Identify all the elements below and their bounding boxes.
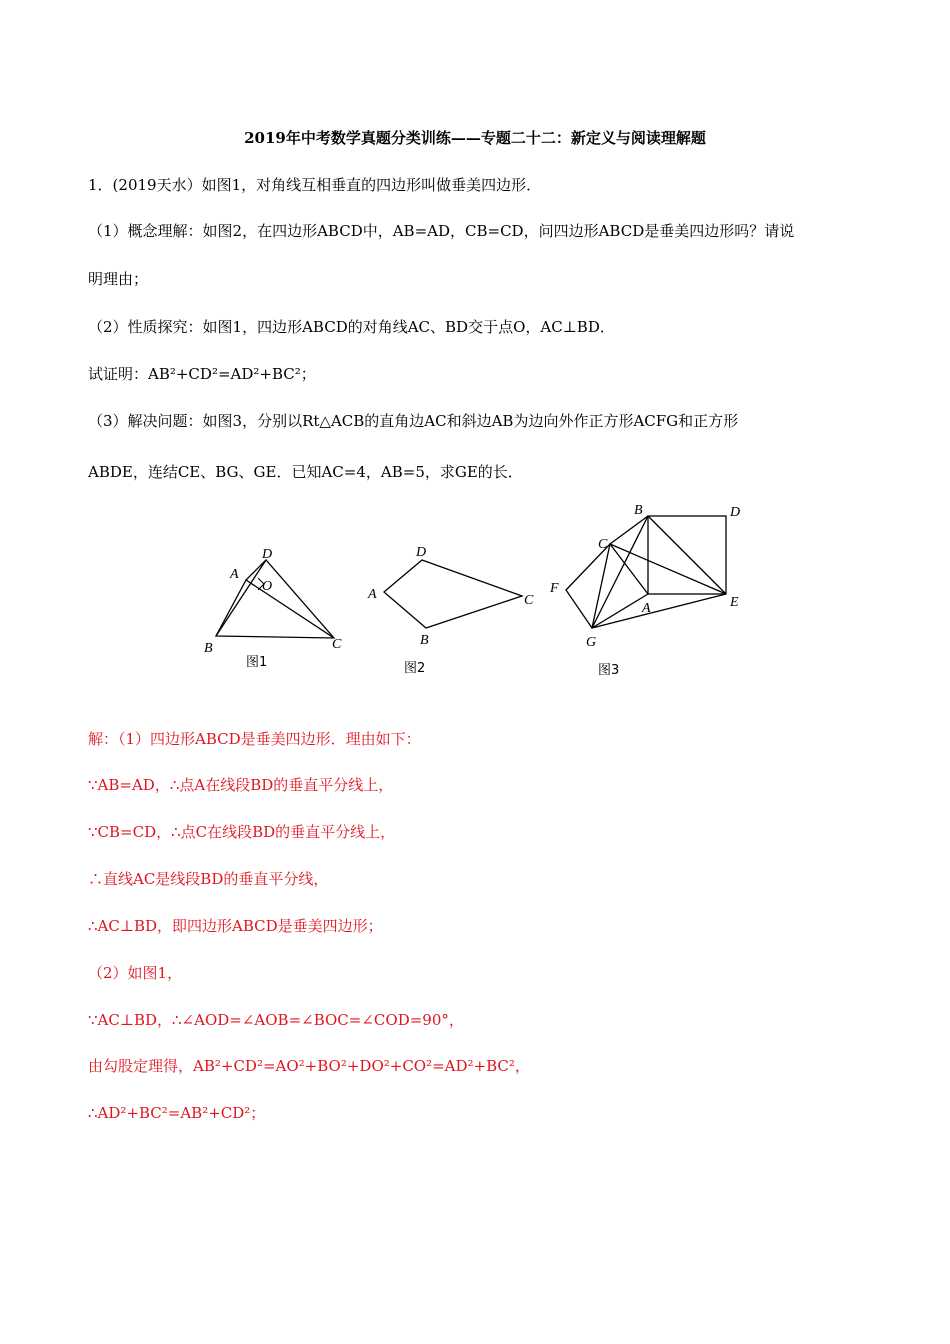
problem-intro: 1．(2019天水）如图1，对角线互相垂直的四边形叫做垂美四边形． [88, 176, 542, 194]
fig3-label-b: B [634, 503, 643, 518]
fig2-label-b: B [420, 633, 429, 648]
solution-line-9: ∴AD²+BC²=AB²+CD²； [88, 1104, 266, 1122]
solution-line-2: ∵AB=AD，∴点A在线段BD的垂直平分线上， [88, 776, 394, 794]
fig2-caption: 图2 [404, 661, 426, 676]
fig1-label-c: C [332, 637, 342, 652]
figures-svg [190, 496, 770, 686]
problem-part3-line1: （3）解决问题：如图3，分别以Rt△ACB的直角边AC和斜边AB为边向外作正方形ACFG和正方形 [88, 412, 739, 430]
page-title: 2019年中考数学真题分类训练——专题二十二：新定义与阅读理解题 [244, 129, 706, 147]
fig1-caption: 图1 [246, 655, 268, 670]
fig1-label-o: O [262, 579, 273, 594]
solution-line-3: ∵CB=CD，∴点C在线段BD的垂直平分线上， [88, 823, 396, 841]
fig3-label-d: D [730, 505, 741, 520]
solution-line-4: ∴直线AC是线段BD的垂直平分线， [88, 870, 329, 888]
fig3-caption: 图3 [598, 663, 620, 678]
fig3-label-a: A [642, 601, 651, 616]
fig3-label-f: F [550, 581, 559, 596]
fig1-label-d: D [262, 547, 273, 562]
figures-area [190, 496, 770, 686]
fig1-label-b: B [204, 641, 213, 656]
solution-line-7: ∵AC⊥BD，∴∠AOD=∠AOB=∠BOC=∠COD=90°， [88, 1011, 464, 1029]
problem-part1-line2: 明理由； [88, 270, 149, 288]
fig3-label-g: G [586, 635, 597, 650]
fig3-label-e: E [730, 595, 739, 610]
fig2-label-d: D [416, 545, 427, 560]
fig2-label-a: A [368, 587, 377, 602]
fig2-label-c: C [524, 593, 534, 608]
problem-part2-line1: （2）性质探究：如图1，四边形ABCD的对角线AC、BD交于点O，AC⊥BD． [88, 318, 615, 336]
solution-line-1: 解：（1）四边形ABCD是垂美四边形．理由如下： [88, 730, 421, 748]
fig1-label-a: A [230, 567, 239, 582]
fig3-label-c: C [598, 537, 608, 552]
solution-line-6: （2）如图1， [88, 964, 183, 982]
solution-line-8: 由勾股定理得，AB²+CD²=AO²+BO²+DO²+CO²=AD²+BC²， [88, 1057, 530, 1075]
problem-part2-line2: 试证明：AB²+CD²=AD²+BC²； [88, 365, 316, 383]
figure-2-diagram [384, 560, 522, 628]
solution-line-5: ∴AC⊥BD，即四边形ABCD是垂美四边形； [88, 917, 383, 935]
problem-part1-line1: （1）概念理解：如图2，在四边形ABCD中，AB=AD，CB=CD，问四边形ABCD是垂美四边形吗？请说 [88, 222, 795, 240]
problem-part3-line2: ABDE，连结CE、BG、GE．已知AC=4，AB=5，求GE的长． [88, 463, 523, 481]
